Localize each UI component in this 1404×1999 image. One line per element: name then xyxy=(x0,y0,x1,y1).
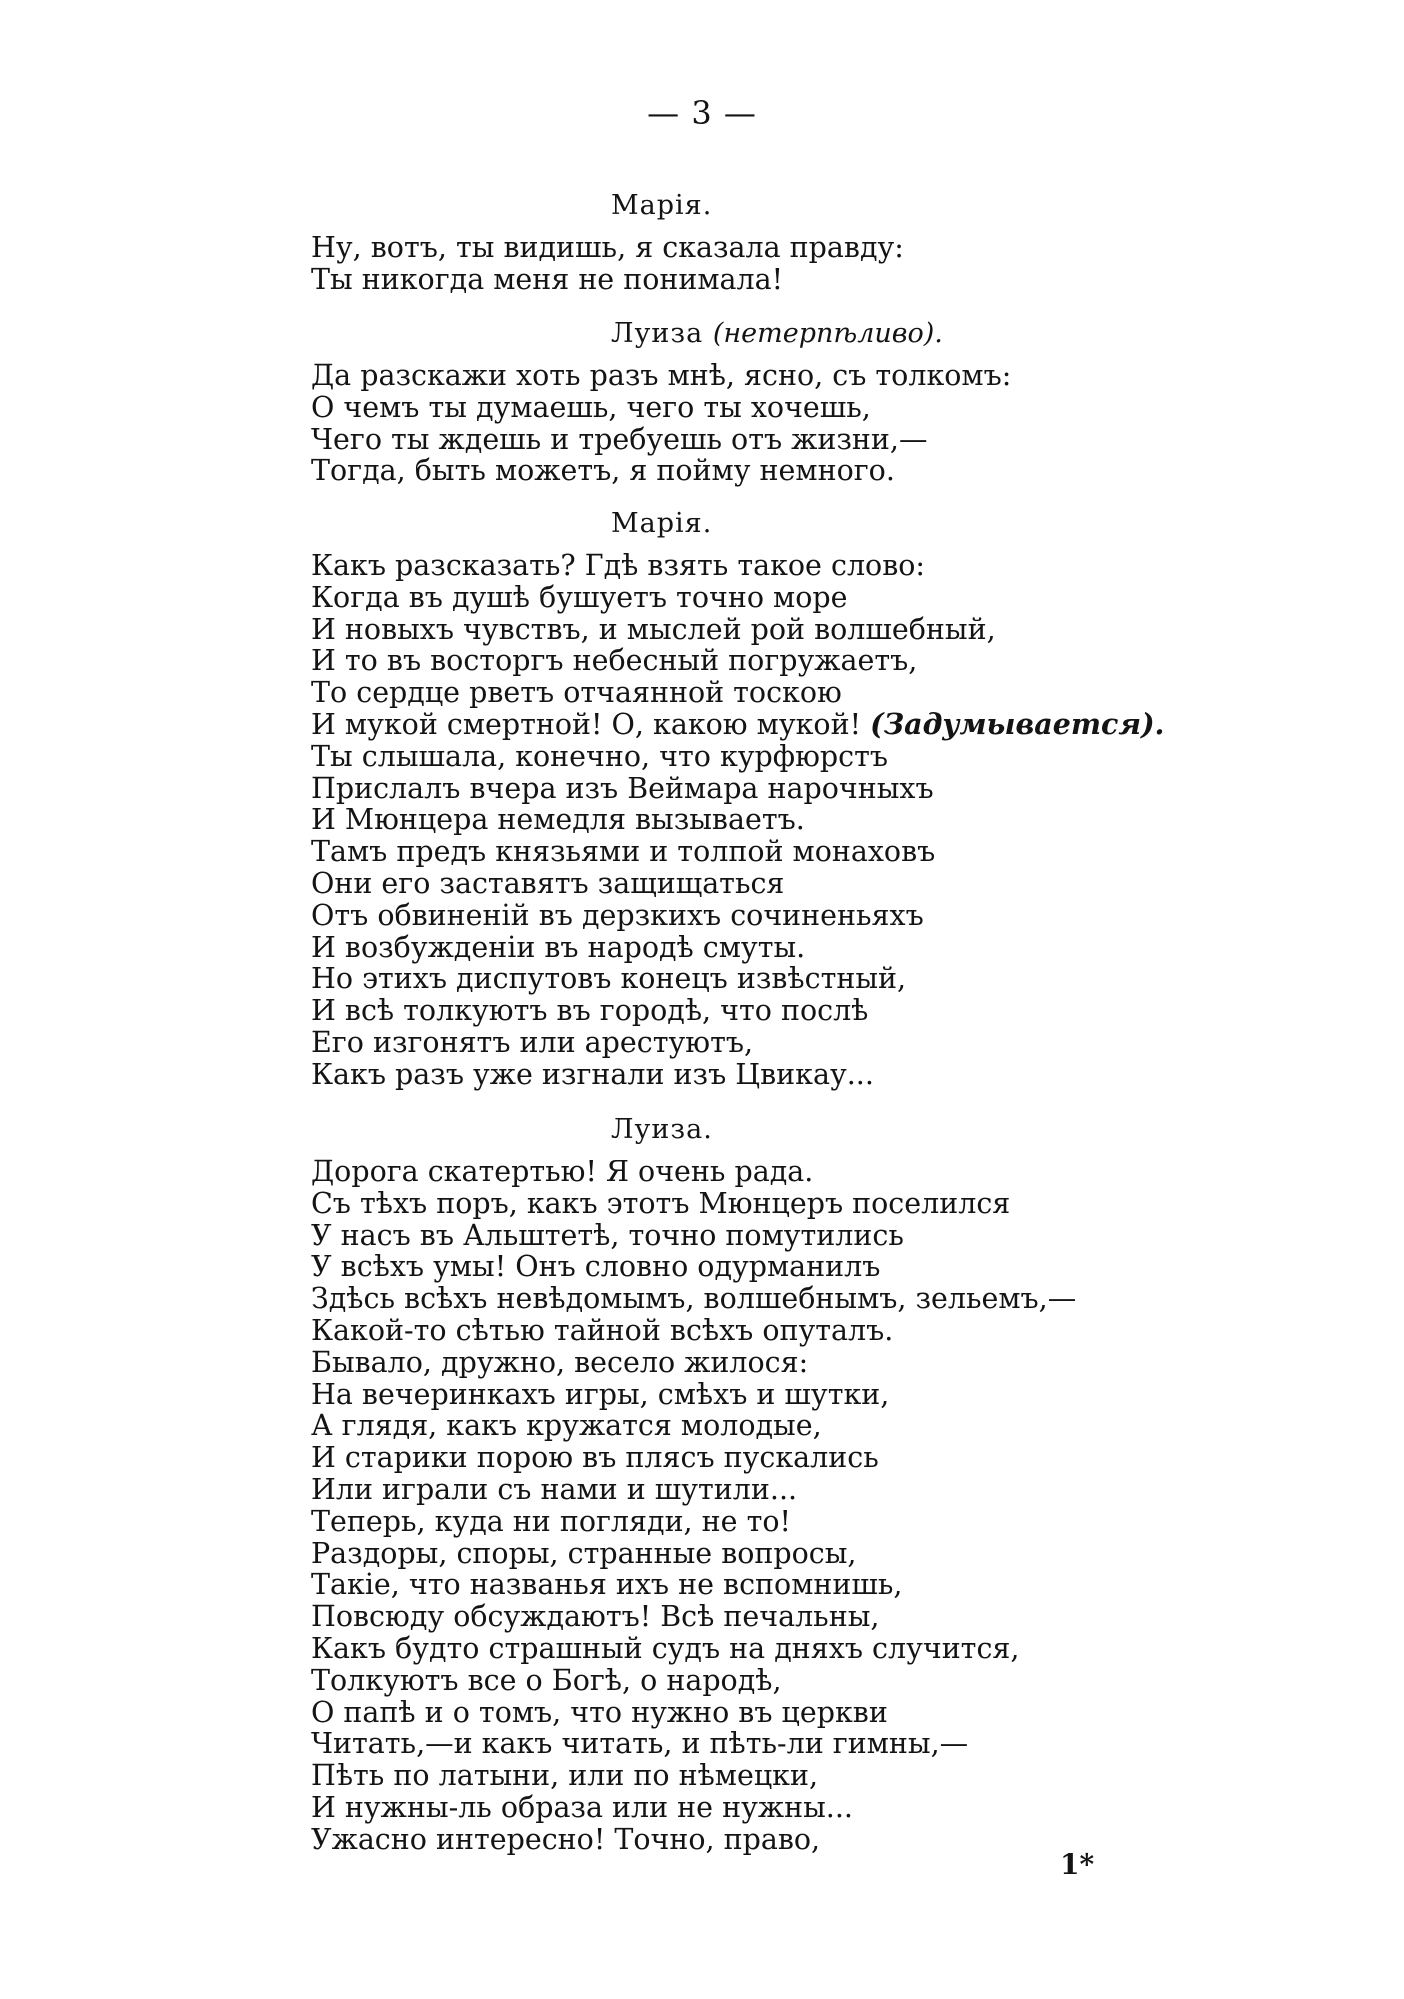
verse-line xyxy=(311,614,1164,646)
verse-line xyxy=(311,900,1164,932)
verse-line xyxy=(311,932,1164,964)
verse-block xyxy=(311,232,904,296)
verse-line xyxy=(311,1538,1076,1570)
verse-line xyxy=(311,1283,1076,1315)
verse-line xyxy=(311,1315,1076,1347)
verse-line xyxy=(311,1251,1076,1283)
verse-line xyxy=(311,741,1164,773)
verse-text: То сердце рветъ отчаянной тоскою xyxy=(311,676,842,710)
verse-line xyxy=(311,1760,1076,1792)
verse-line xyxy=(311,1379,1076,1411)
signature-mark: 1* xyxy=(1060,1848,1095,1881)
verse-text: И мукой смертной! О, какою мукой! xyxy=(311,707,862,741)
verse-text: У всѣхъ умы! Онъ словно одурманилъ xyxy=(311,1250,881,1284)
verse-text: Ну, вотъ, ты видишь, я сказала правду: xyxy=(311,231,904,264)
verse-text: Пѣть по латыни, или по нѣмецки, xyxy=(311,1759,819,1793)
page-number: — 3 — xyxy=(647,94,757,132)
verse-text: На вечеринкахъ игры, смѣхъ и шутки, xyxy=(311,1377,890,1411)
verse-block xyxy=(311,1156,1076,1856)
verse-text: Когда въ душѣ бушуетъ точно море xyxy=(311,580,848,614)
verse-line xyxy=(311,392,1011,424)
speaker-name: Луиза xyxy=(611,318,704,349)
verse-line xyxy=(311,706,1165,741)
verse-line xyxy=(311,1474,1076,1506)
verse-text: И всѣ толкуютъ въ городѣ, что послѣ xyxy=(311,994,869,1028)
verse-text: И Мюнцера немедля вызываетъ. xyxy=(311,803,805,837)
verse-text: Прислалъ вчера изъ Веймара нарочныхъ xyxy=(311,771,934,805)
verse-line xyxy=(311,836,1164,868)
verse-line xyxy=(311,995,1164,1027)
verse-line xyxy=(311,1601,1076,1633)
verse-line xyxy=(311,1059,1164,1091)
verse-line xyxy=(311,1220,1076,1252)
verse-line xyxy=(311,1027,1164,1059)
verse-line xyxy=(311,1633,1076,1665)
verse-line xyxy=(311,1156,1076,1188)
verse-line xyxy=(311,1347,1076,1379)
verse-text: Какъ разсказать? Гдѣ взять такое слово: xyxy=(311,549,926,582)
verse-text: Повсюду обсуждаютъ! Всѣ печальны, xyxy=(311,1600,880,1634)
verse-line xyxy=(311,1697,1076,1729)
verse-text: У насъ въ Альштетѣ, точно помутились xyxy=(311,1218,904,1252)
verse-line xyxy=(311,550,1164,582)
verse-line xyxy=(311,1569,1076,1601)
verse-text: О папѣ и о томъ, что нужно въ церкви xyxy=(311,1695,888,1729)
speaker-heading xyxy=(611,318,943,349)
verse-text: Бывало, дружно, весело жилося: xyxy=(311,1345,809,1379)
speaker-heading xyxy=(611,190,712,221)
verse-text: Здѣсь всѣхъ невѣдомымъ, волшебнымъ, зельемъ,— xyxy=(311,1282,1077,1316)
verse-text: Дорога скатертью! Я очень рада. xyxy=(311,1155,814,1188)
verse-line xyxy=(311,455,1011,487)
verse-line xyxy=(311,1728,1076,1760)
verse-line xyxy=(311,1824,1076,1856)
verse-line xyxy=(311,1188,1076,1220)
stage-direction: (нетерпѣливо). xyxy=(712,318,943,349)
verse-text: Ты слышала, конечно, что курфюрстъ xyxy=(311,739,889,773)
verse-text: Какой-то сѣтью тайной всѣхъ опуталъ. xyxy=(311,1313,894,1347)
verse-text: И новыхъ чувствъ, и мыслей рой волшебный, xyxy=(311,612,996,646)
verse-text: О чемъ ты думаешь, чего ты хочешь, xyxy=(311,390,871,424)
verse-text: Ужасно интересно! Точно, право, xyxy=(311,1822,821,1856)
verse-text: Они его заставятъ защищаться xyxy=(311,866,785,900)
verse-text: Тамъ предъ князьями и толпой монаховъ xyxy=(311,835,936,869)
verse-line xyxy=(311,963,1164,995)
verse-line xyxy=(311,582,1164,614)
verse-text: И то въ восторгъ небесный погружаетъ, xyxy=(311,644,918,678)
verse-text: Да разскажи хоть разъ мнѣ, ясно, съ толкомъ: xyxy=(311,359,1012,392)
verse-line xyxy=(311,424,1011,456)
verse-text: Какъ разъ уже изгнали изъ Цвикау... xyxy=(311,1057,874,1091)
verse-line xyxy=(311,1442,1076,1474)
verse-line xyxy=(311,804,1164,836)
verse-text: Читать,—и какъ читать, и пѣть-ли гимны,— xyxy=(311,1727,969,1761)
verse-text: Чего ты ждешь и требуешь отъ жизни,— xyxy=(311,422,928,456)
stage-direction: (Задумывается). xyxy=(870,706,1165,741)
verse-line xyxy=(311,1410,1076,1442)
verse-text: И нужны-ль образа или не нужны... xyxy=(311,1790,853,1824)
verse-line xyxy=(311,1665,1076,1697)
verse-text: И возбужденіи въ народѣ смуты. xyxy=(311,930,806,964)
verse-line xyxy=(311,868,1164,900)
verse-block xyxy=(311,550,1164,1091)
speaker-heading xyxy=(611,1114,713,1145)
verse-text: А глядя, какъ кружатся молодые, xyxy=(311,1409,822,1443)
verse-text: Тогда, быть можетъ, я пойму немного. xyxy=(311,454,895,488)
verse-line xyxy=(311,232,904,264)
speaker-name: Луиза. xyxy=(611,1114,713,1145)
verse-block xyxy=(311,360,1011,487)
verse-line xyxy=(311,1792,1076,1824)
verse-text: Съ тѣхъ поръ, какъ этотъ Мюнцеръ поселился xyxy=(311,1186,1011,1220)
verse-text: Такіе, что названья ихъ не вспомнишь, xyxy=(311,1568,903,1602)
verse-line xyxy=(311,360,1011,392)
verse-text: Его изгонятъ или арестуютъ, xyxy=(311,1025,754,1059)
verse-line xyxy=(311,1506,1076,1538)
verse-line xyxy=(311,773,1164,805)
speaker-heading xyxy=(611,508,712,539)
speaker-name: Марія. xyxy=(611,190,713,221)
verse-line xyxy=(311,677,1164,709)
verse-text: Толкуютъ все о Богѣ, о народѣ, xyxy=(311,1663,782,1697)
verse-line xyxy=(311,645,1164,677)
verse-text: Теперь, куда ни погляди, не то! xyxy=(311,1504,791,1538)
verse-text: Какъ будто страшный судъ на дняхъ случится, xyxy=(311,1631,1020,1665)
verse-text: Отъ обвиненій въ дерзкихъ сочиненьяхъ xyxy=(311,898,924,932)
verse-text: Но этихъ диспутовъ конецъ извѣстный, xyxy=(311,962,907,996)
speaker-name: Марія. xyxy=(611,508,713,539)
verse-text: И старики порою въ плясъ пускались xyxy=(311,1441,879,1475)
verse-line xyxy=(311,264,904,296)
verse-text: Ты никогда меня не понимала! xyxy=(311,262,784,296)
verse-text: Или играли съ нами и шутили... xyxy=(311,1472,798,1506)
verse-text: Раздоры, споры, странные вопросы, xyxy=(311,1536,857,1570)
